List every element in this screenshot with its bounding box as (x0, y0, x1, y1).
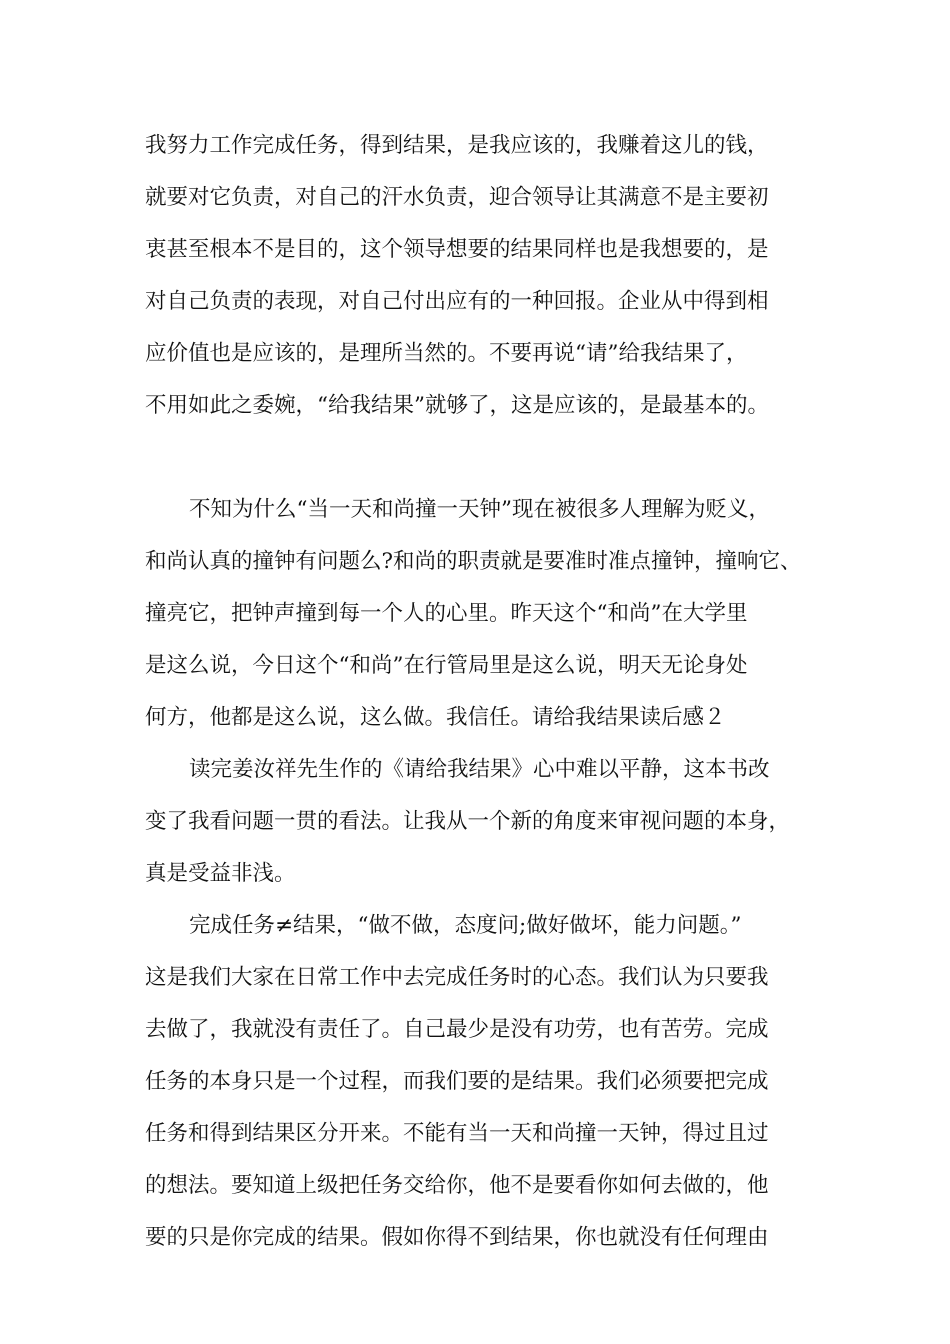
text-line: 撞亮它，把钟声撞到每一个人的心里。昨天这个“和尚”在大学里 (145, 601, 748, 626)
paragraph-1 (145, 120, 825, 432)
paragraph-2 (145, 484, 825, 744)
text-line: 任务的本身只是一个过程，而我们要的是结果。我们必须要把完成 (145, 1069, 769, 1094)
paragraph-gap (145, 432, 825, 484)
text-line: 不用如此之委婉，“给我结果”就够了，这是应该的，是最基本的。 (145, 393, 769, 418)
text-line: 任务和得到结果区分开来。不能有当一天和尚撞一天钟，得过且过 (145, 1121, 769, 1146)
text-line: 和尚认真的撞钟有问题么?和尚的职责就是要准时准点撞钟，撞响它、 (145, 549, 802, 574)
document-body (145, 120, 825, 1264)
text-line: 变了我看问题一贯的看法。让我从一个新的角度来审视问题的本身， (145, 809, 791, 834)
text-line: 这是我们大家在日常工作中去完成任务时的心态。我们认为只要我 (145, 965, 769, 990)
text-line: 就要对它负责，对自己的汗水负责，迎合领导让其满意不是主要初 (145, 185, 769, 210)
text-line: 读完姜汝祥先生作的《请给我结果》心中难以平静，这本书改 (189, 757, 770, 782)
text-line: 衷甚至根本不是目的，这个领导想要的结果同样也是我想要的，是 (145, 237, 769, 262)
text-line: 是这么说，今日这个“和尚”在行管局里是这么说，明天无论身处 (145, 653, 748, 678)
text-line: 完成任务≠结果，“做不做，态度问;做好做坏，能力问题。” (189, 913, 742, 938)
text-line: 真是受益非浅。 (145, 861, 296, 886)
text-line: 何方，他都是这么说，这么做。我信任。请给我结果读后感２ (145, 705, 726, 730)
text-line: 应价值也是应该的，是理所当然的。不要再说“请”给我结果了， (145, 341, 748, 366)
text-line: 对自己负责的表现，对自己付出应有的一种回报。企业从中得到相 (145, 289, 769, 314)
text-line: 要的只是你完成的结果。假如你得不到结果，你也就没有任何理由 (145, 1225, 769, 1250)
text-line: 去做了，我就没有责任了。自己最少是没有功劳，也有苦劳。完成 (145, 1017, 769, 1042)
paragraph-3 (145, 744, 825, 900)
text-line: 不知为什么“当一天和尚撞一天钟”现在被很多人理解为贬义， (189, 497, 770, 522)
text-line: 我努力工作完成任务，得到结果，是我应该的，我赚着这儿的钱， (145, 133, 769, 158)
text-line: 的想法。要知道上级把任务交给你，他不是要看你如何去做的，他 (145, 1173, 769, 1198)
paragraph-4 (145, 900, 825, 1264)
